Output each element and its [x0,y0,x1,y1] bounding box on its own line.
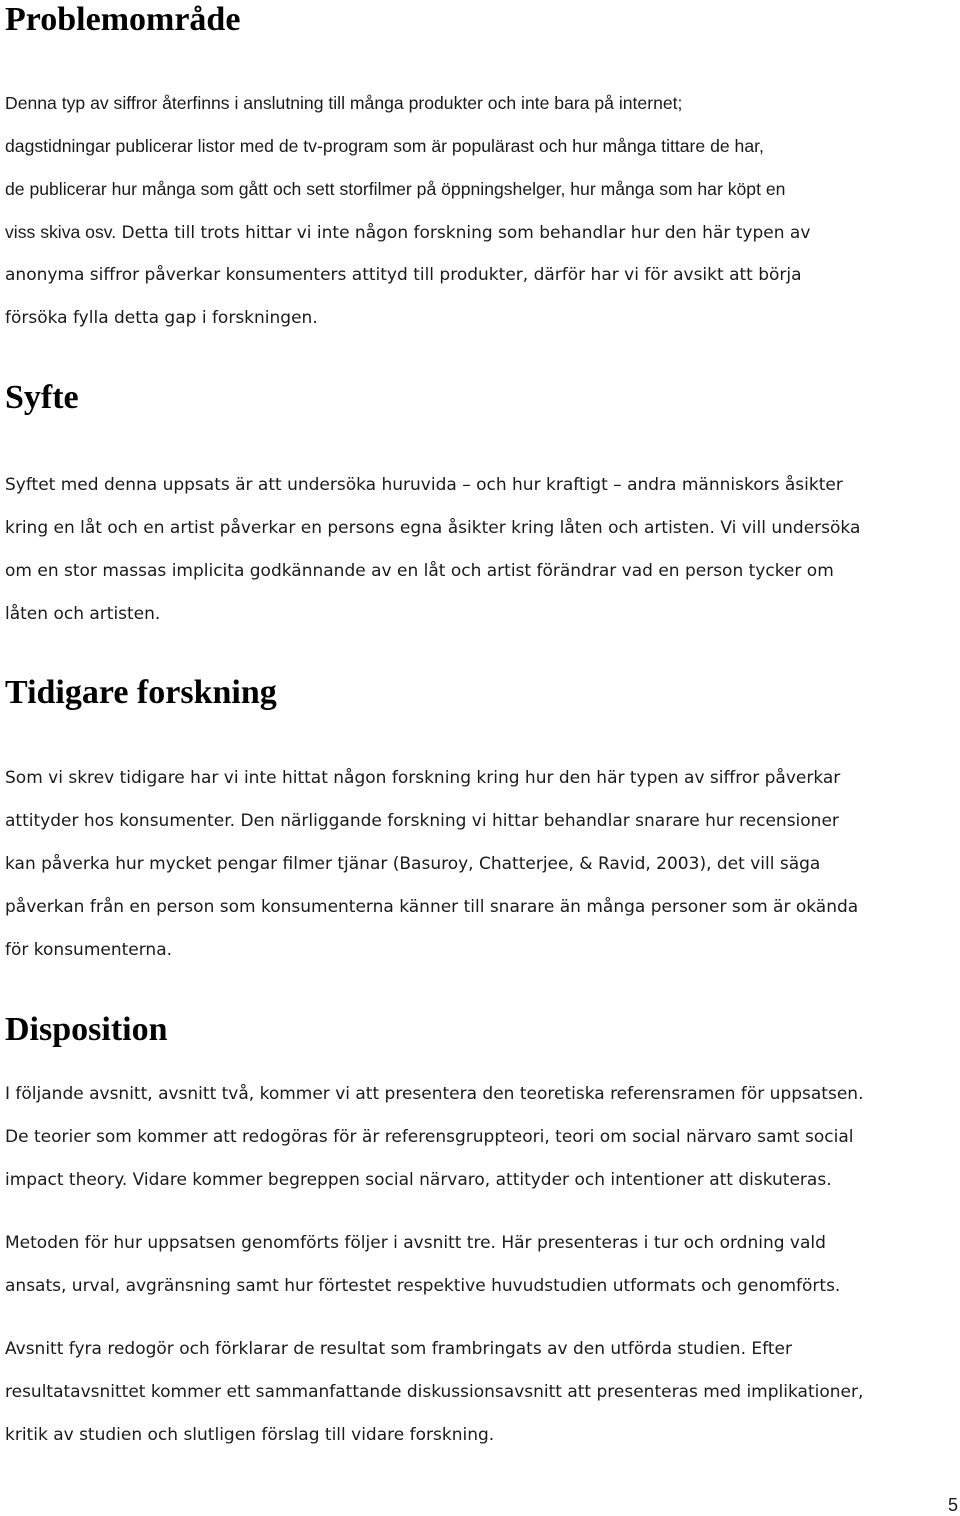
text-segment: viss skiva osv. [5,222,117,242]
text-line: påverkan från en person som konsumenterna känner till snarare än många personer som är okända [5,897,859,917]
text-line: Denna typ av siffror återfinns i anslutning till många produkter och inte bara på internet; [5,93,683,113]
paragraph-tidigare-forskning [5,757,960,972]
text-line: de publicerar hur många som gått och sett storfilmer på öppningshelger, hur många som har köpt en [5,179,786,199]
heading-problemomrade: Problemområde [5,1,241,38]
text-line: kritik av studien och slutligen förslag till vidare forskning. [5,1425,495,1445]
text-line: Metoden för hur uppsatsen genomförts följer i avsnitt tre. Här presenteras i tur och ordning vald [5,1233,826,1253]
paragraph-disposition-3 [5,1328,960,1457]
text-line [5,211,960,254]
text-line: dagstidningar publicerar listor med de tv-program som är populärast och hur många tittare de har, [5,136,764,156]
page-number: 5 [947,1495,958,1515]
text-line: Syftet med denna uppsats är att undersöka huruvida – och hur kraftigt – andra människors åsikter [5,475,843,495]
text-line: attityder hos konsumenter. Den närliggande forskning vi hittar behandlar snarare hur recensioner [5,811,839,831]
text-line: försöka fylla detta gap i forskningen. [5,308,318,328]
paragraph-syfte [5,464,960,636]
text-line: kring en låt och en artist påverkar en persons egna åsikter kring låten och artisten. Vi vill undersöka [5,518,861,538]
text-segment: Detta till trots hittar vi inte någon forskning som behandlar hur den här typen av [116,223,811,243]
text-line: resultatavsnittet kommer ett sammanfattande diskussionsavsnitt att presenteras med implikationer, [5,1382,864,1402]
heading-syfte: Syfte [5,379,79,416]
text-line: Som vi skrev tidigare har vi inte hittat någon forskning kring hur den här typen av siffror påverkar [5,768,841,788]
text-line: för konsumenterna. [5,940,173,960]
heading-disposition: Disposition [5,1011,168,1048]
text-line: anonyma siffror påverkar konsumenters attityd till produkter, därför har vi för avsikt att börja [5,265,802,285]
text-line: låten och artisten. [5,604,161,624]
text-line: om en stor massas implicita godkännande av en låt och artist förändrar vad en person tycker om [5,561,834,581]
text-line: ansats, urval, avgränsning samt hur förtestet respektive huvudstudien utformats och genomförts. [5,1276,841,1296]
paragraph-disposition-2 [5,1222,960,1308]
text-line: Avsnitt fyra redogör och förklarar de resultat som frambringats av den utförda studien. Efter [5,1339,792,1359]
text-line: kan påverka hur mycket pengar filmer tjänar (Basuroy, Chatterjee, & Ravid, 2003), det vill säga [5,854,821,874]
paragraph-problemomrade [5,82,960,340]
text-line: I följande avsnitt, avsnitt två, kommer vi att presentera den teoretiska referensramen för uppsatsen. [5,1084,864,1104]
text-line: De teorier som kommer att redogöras för är referensgruppteori, teori om social närvaro samt social [5,1127,854,1147]
text-line: impact theory. Vidare kommer begreppen social närvaro, attityder och intentioner att diskuteras. [5,1170,832,1190]
paragraph-disposition-1 [5,1073,960,1202]
heading-tidigare-forskning: Tidigare forskning [5,674,277,711]
